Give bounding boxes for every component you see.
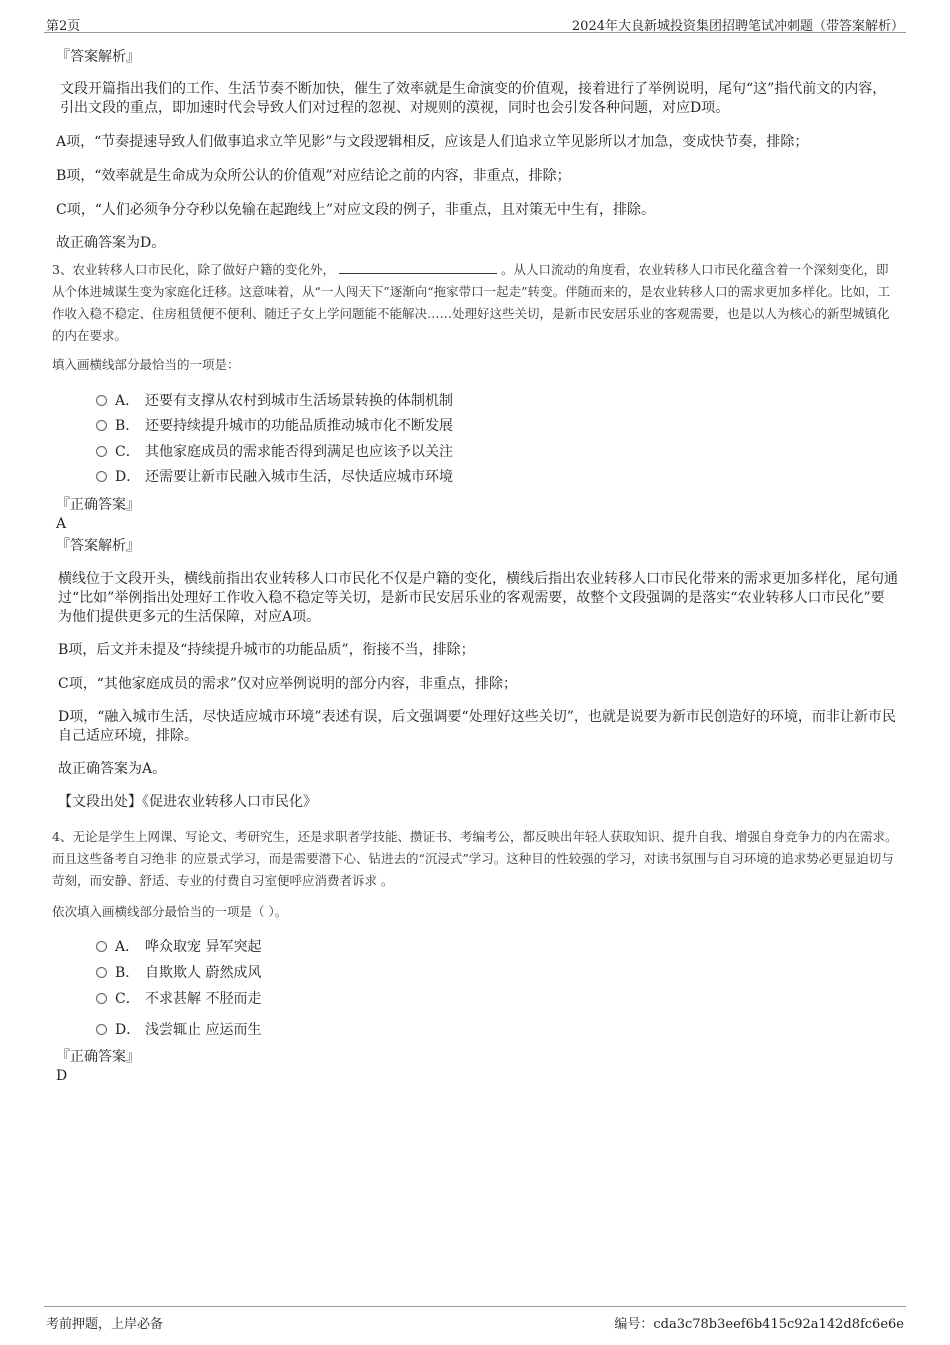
analysis-option-c: C项，“人们必须争分夺秒以免输在起跑线上”对应文段的例子，非重点，且对策无中生有，排除。: [56, 202, 656, 218]
analysis-label: 『答案解析』: [56, 49, 140, 65]
question-4-stem: 4、无论是学生上网课、写论文、考研究生，还是求职者学技能、攒证书、考编考公，都反映出年轻人获取知识、提升自我、增强自身竞争力的内在需求。而且这些备考自习绝非 的应景式学习，而是需要潜下心、钻进去的“沉浸式”学习。这种目的性较强的学习，对读书氛围与自习环境的追求势必更显迫切与苛刻，而安静、舒适、专业的付费自习室便呼应消费者诉求 。: [52, 829, 898, 888]
question-3-option-c[interactable]: C． 其他家庭成员的需求能否得到满足也应该予以关注: [96, 442, 453, 462]
question-4-option-b[interactable]: B． 自欺欺人 蔚然成风: [96, 963, 261, 983]
question-4-option-a[interactable]: A． 哗众取宠 异军突起: [96, 937, 261, 957]
question-3-stem-before: 3、农业转移人口市民化，除了做好户籍的变化外，: [52, 262, 335, 277]
radio-icon[interactable]: [96, 967, 107, 978]
radio-icon[interactable]: [96, 395, 107, 406]
analysis-option-c: C项，“其他家庭成员的需求”仅对应举例说明的部分内容，非重点，排除；: [58, 676, 518, 692]
correct-answer: D: [56, 1068, 68, 1084]
analysis-option-b: B项，后文并未提及“持续提升城市的功能品质”，衔接不当，排除；: [58, 642, 475, 658]
question-3-option-a[interactable]: A． 还要有支撑从农村到城市生活场景转换的体制机制: [96, 391, 453, 411]
analysis-option-b: B项，“效率就是生命成为众所公认的价值观”对应结论之前的内容，非重点，排除；: [56, 168, 571, 184]
page-number: 第2页: [46, 19, 81, 34]
question-4-option-d[interactable]: D． 浅尝辄止 应运而生: [96, 1020, 261, 1040]
analysis-option-a: A项，“节奏提速导致人们做事追求立竿见影”与文段逻辑相反，应该是人们追求立竿见影所以才加急，变成快节奏，排除；: [56, 134, 809, 150]
radio-icon[interactable]: [96, 941, 107, 952]
radio-icon[interactable]: [96, 420, 107, 431]
correct-answer-label: 『正确答案』: [56, 1049, 140, 1065]
fill-blank: [339, 261, 497, 274]
page-header: [44, 12, 906, 33]
footer-slogan: 考前押题，上岸必备: [46, 1317, 164, 1332]
radio-icon[interactable]: [96, 446, 107, 457]
correct-answer-label: 『正确答案』: [56, 497, 140, 513]
question-3-option-d[interactable]: D． 还需要让新市民融入城市生活，尽快适应城市环境: [96, 467, 453, 487]
radio-icon[interactable]: [96, 1024, 107, 1035]
analysis-label: 『答案解析』: [56, 538, 140, 554]
question-3-stem-after: 。从人口流动的角度看，农业转移人口市民化蕴含着一个深刻变化，即从个体进城谋生变为家庭化迁移。这意味着，从“一人闯天下”逐渐向“拖家带口一起走”转变。伴随而来的，是农业转移人口的需求更加多样化。比如，工作收入稳不稳定、住房租赁便不便利、随迁子女上学问题能不能解决……处理好这些关切，是新市民安居乐业的客观需要，也是以人为核心的新型城镇化的内在要求。: [52, 262, 891, 343]
radio-icon[interactable]: [96, 471, 107, 482]
question-3-stem: [52, 259, 898, 347]
page-footer: [44, 1306, 906, 1331]
analysis-conclusion: 故正确答案为A。: [58, 761, 167, 777]
analysis-conclusion: 故正确答案为D。: [56, 235, 166, 251]
question-4-option-c[interactable]: C． 不求甚解 不胫而走: [96, 989, 261, 1009]
source-citation: 【文段出处】《促进农业转移人口市民化》: [58, 794, 317, 810]
question-4-prompt: 依次填入画横线部分最恰当的一项是（ ）。: [52, 904, 288, 919]
document-title: 2024年大良新城投资集团招聘笔试冲刺题（带答案解析）: [571, 19, 904, 34]
question-3-option-b[interactable]: B． 还要持续提升城市的功能品质推动城市化不断发展: [96, 416, 453, 436]
analysis-text: 文段开篇指出我们的工作、生活节奏不断加快，催生了效率就是生命演变的价值观，接着进行了举例说明，尾句“这”指代前文的内容，引出文段的重点，即加速时代会导致人们对过程的忽视、对规则的漠视，同时也会引发各种问题，对应D项。: [60, 81, 887, 116]
document-id: 编号：cda3c78b3eef6b415c92a142d8fc6e6e: [614, 1317, 904, 1332]
radio-icon[interactable]: [96, 993, 107, 1004]
question-3-prompt: 填入画横线部分最恰当的一项是：: [52, 357, 240, 372]
correct-answer: A: [56, 516, 67, 532]
analysis-option-d: D项，“融入城市生活，尽快适应城市环境”表述有误，后文强调要“处理好这些关切”，也就是说要为新市民创造好的环境，而非让新市民自己适应环境，排除。: [58, 709, 896, 744]
analysis-text: 横线位于文段开头，横线前指出农业转移人口市民化不仅是户籍的变化，横线后指出农业转移人口市民化带来的需求更加多样化，尾句通过“比如”举例指出处理好工作收入稳不稳定等关切，是新市民安居乐业的客观需要，故整个文段强调的是落实“农业转移人口市民化”要为他们提供更多元的生活保障，对应A项。: [58, 571, 898, 625]
